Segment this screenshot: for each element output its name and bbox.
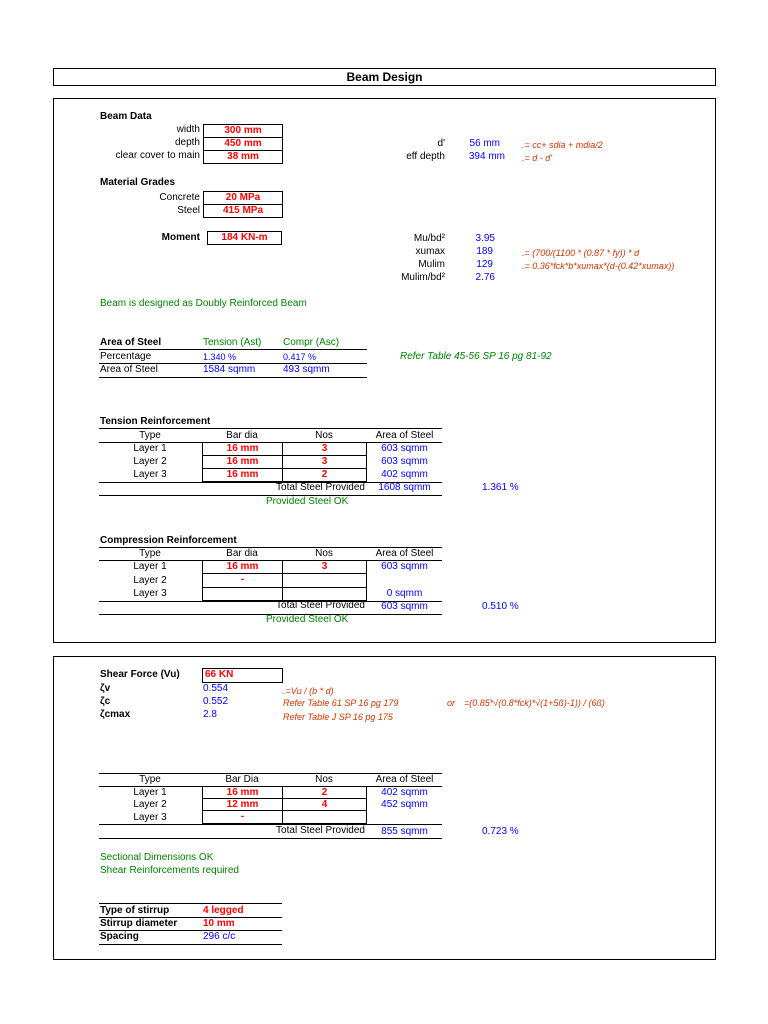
pct-tension: 1.340 % (203, 352, 237, 362)
depth-label: depth (174, 137, 200, 148)
shear-force-input[interactable]: 66 KN (202, 668, 283, 683)
mulimbd-label: Mulim/bd² (401, 272, 445, 283)
shear-type: Layer 2 (133, 799, 167, 810)
xumax-formula: .= (700/(1100 * (0.87 * fy)) * d (522, 248, 640, 258)
stirrup-type-label: Type of stirrup (100, 905, 170, 916)
shear-dia-input[interactable]: - (202, 810, 283, 824)
tension-nos-input[interactable]: 3 (282, 455, 367, 469)
sectional-status: Sectional Dimensions OK (100, 852, 214, 863)
area-reference: Refer Table 45-56 SP 16 pg 81-92 (400, 351, 552, 362)
cover-input[interactable]: 38 mm (203, 150, 283, 164)
tc-formula: =(0.85*√(0.8*fck)*√(1+5ß)-1)) / (6ß) (464, 698, 605, 708)
spacing-label: Spacing (100, 931, 139, 942)
moment-input[interactable]: 184 KN-m (207, 231, 282, 245)
shear-col-type: Type (139, 774, 161, 785)
compression-dia-input[interactable]: 16 mm (202, 560, 283, 574)
mulim-formula: .= 0.36*fck*b*xumax*(d-(0.42*xumax)) (522, 261, 675, 271)
xumax-value: 189 (476, 246, 493, 257)
compression-nos-input[interactable] (282, 573, 367, 588)
compression-nos-input[interactable]: 3 (282, 560, 367, 574)
tension-dia-input[interactable]: 16 mm (202, 455, 283, 469)
compression-type: Layer 1 (133, 561, 167, 572)
mulimbd-value: 2.76 (475, 272, 495, 283)
tension-col-dia: Bar dia (226, 430, 258, 441)
tc-value: 0.552 (203, 696, 229, 707)
tension-total-pct: 1.361 % (482, 482, 519, 493)
tv-formula: .=Vu / (b * d) (283, 686, 334, 696)
shear-area: 402 sqmm (381, 787, 428, 798)
mulim-value: 129 (476, 259, 493, 270)
compression-col-nos: Nos (315, 548, 333, 559)
shear-total-value: 855 sqmm (381, 826, 428, 837)
tension-ast-heading: Tension (Ast) (203, 337, 262, 348)
tension-status: Provided Steel OK (266, 496, 349, 507)
shear-nos-input[interactable]: 2 (282, 786, 367, 799)
tv-value: 0.554 (203, 683, 229, 694)
compression-dia-input[interactable] (202, 587, 283, 601)
area-tension: 1584 sqmm (203, 364, 256, 375)
tension-area: 603 sqmm (381, 443, 428, 454)
compr-asc-heading: Compr (Asc) (283, 337, 340, 348)
tc-reference: Refer Table 61 SP 16 pg 179 (283, 698, 399, 708)
tc-label: ζc (100, 696, 111, 707)
shear-total-pct: 0.723 % (482, 826, 519, 837)
tension-type: Layer 1 (133, 443, 167, 454)
dprime-formula: .= cc+ sdia + mdia/2 (522, 140, 603, 150)
effd-value: 394 mm (468, 151, 505, 162)
compression-total-value: 603 sqmm (381, 601, 428, 612)
shear-col-area: Area of Steel (375, 774, 434, 785)
tcmax-value: 2.8 (203, 709, 217, 720)
compression-col-area: Area of Steel (375, 548, 434, 559)
design-status: Beam is designed as Doubly Reinforced Beam (100, 298, 307, 309)
mulim-label: Mulim (418, 259, 445, 270)
steel-label: Steel (177, 205, 200, 216)
shear-type: Layer 3 (133, 812, 167, 823)
shear-col-nos: Nos (315, 774, 333, 785)
tcmax-label: ζcmax (100, 709, 131, 720)
tension-area: 402 sqmm (381, 469, 428, 480)
dprime-value: 56 mm (469, 138, 500, 149)
tcmax-reference: Refer Table J SP 16 pg 175 (283, 712, 393, 722)
pct-compr: 0.417 % (283, 352, 317, 362)
concrete-label: Concrete (159, 192, 200, 203)
compression-total-pct: 0.510 % (482, 601, 519, 612)
tension-type: Layer 3 (133, 469, 167, 480)
effd-label: eff depth (406, 151, 445, 162)
compression-area: 0 sqmm (386, 588, 423, 599)
tension-type: Layer 2 (133, 456, 167, 467)
width-input[interactable]: 300 mm (203, 124, 283, 138)
width-label: width (176, 124, 200, 135)
compression-col-type: Type (139, 548, 161, 559)
tension-total-value: 1608 sqmm (378, 482, 431, 493)
page-title: Beam Design (53, 68, 716, 86)
shear-nos-input[interactable]: 4 (282, 798, 367, 811)
compression-col-dia: Bar dia (226, 548, 258, 559)
tension-dia-input[interactable]: 16 mm (202, 442, 283, 456)
area-steel-heading: Area of Steel (100, 337, 162, 348)
tc-or: or (447, 698, 456, 708)
beam-data-heading: Beam Data (100, 111, 152, 122)
depth-input[interactable]: 450 mm (203, 137, 283, 151)
shear-reinf-status: Shear Reinforcements required (100, 865, 239, 876)
cover-label: clear cover to main (115, 150, 200, 161)
stirrup-type-value[interactable]: 4 legged (203, 905, 244, 916)
moment-label: Moment (161, 232, 200, 243)
shear-col-dia: Bar Dia (225, 774, 259, 785)
area-compr: 493 sqmm (283, 364, 330, 375)
compression-type: Layer 3 (133, 588, 167, 599)
percentage-label: Percentage (100, 351, 152, 362)
concrete-input[interactable]: 20 MPa (203, 191, 283, 205)
compression-dia-input[interactable]: - (202, 573, 283, 588)
effd-formula: .= d - d' (522, 153, 552, 163)
tension-col-nos: Nos (315, 430, 333, 441)
compression-area: 603 sqmm (381, 561, 428, 572)
shear-area: 452 sqmm (381, 799, 428, 810)
tension-total-label: Total Steel Provided (276, 482, 365, 493)
tension-col-type: Type (139, 430, 161, 441)
tension-heading: Tension Reinforcement (100, 416, 211, 427)
tension-area: 603 sqmm (381, 456, 428, 467)
stirrup-dia-label: Stirrup diameter (100, 918, 178, 929)
material-heading: Material Grades (100, 177, 176, 188)
tension-nos-input[interactable]: 3 (282, 442, 367, 456)
stirrup-dia-value[interactable]: 10 mm (203, 918, 235, 929)
steel-input[interactable]: 415 MPa (203, 204, 283, 218)
compression-status: Provided Steel OK (266, 614, 349, 625)
area-label: Area of Steel (100, 364, 158, 375)
tv-label: ζv (100, 683, 111, 694)
shear-nos-input[interactable] (282, 810, 367, 824)
dprime-label: d' (437, 138, 445, 149)
tension-col-area: Area of Steel (375, 430, 434, 441)
tension-nos-input[interactable]: 2 (282, 468, 367, 482)
shear-dia-input[interactable]: 12 mm (202, 798, 283, 811)
compression-nos-input[interactable] (282, 587, 367, 601)
compression-total-label: Total Steel Provided (276, 600, 365, 611)
xumax-label: xumax (415, 246, 445, 257)
compression-heading: Compression Reinforcement (100, 535, 237, 546)
shear-dia-input[interactable]: 16 mm (202, 786, 283, 799)
tension-dia-input[interactable]: 16 mm (202, 468, 283, 482)
compression-type: Layer 2 (133, 575, 167, 586)
shear-force-label: Shear Force (Vu) (100, 669, 180, 680)
shear-total-label: Total Steel Provided (276, 825, 365, 836)
mubd-label: Mu/bd² (413, 233, 445, 244)
spacing-value: 296 c/c (203, 931, 236, 942)
shear-type: Layer 1 (133, 787, 167, 798)
mubd-value: 3.95 (475, 233, 495, 244)
